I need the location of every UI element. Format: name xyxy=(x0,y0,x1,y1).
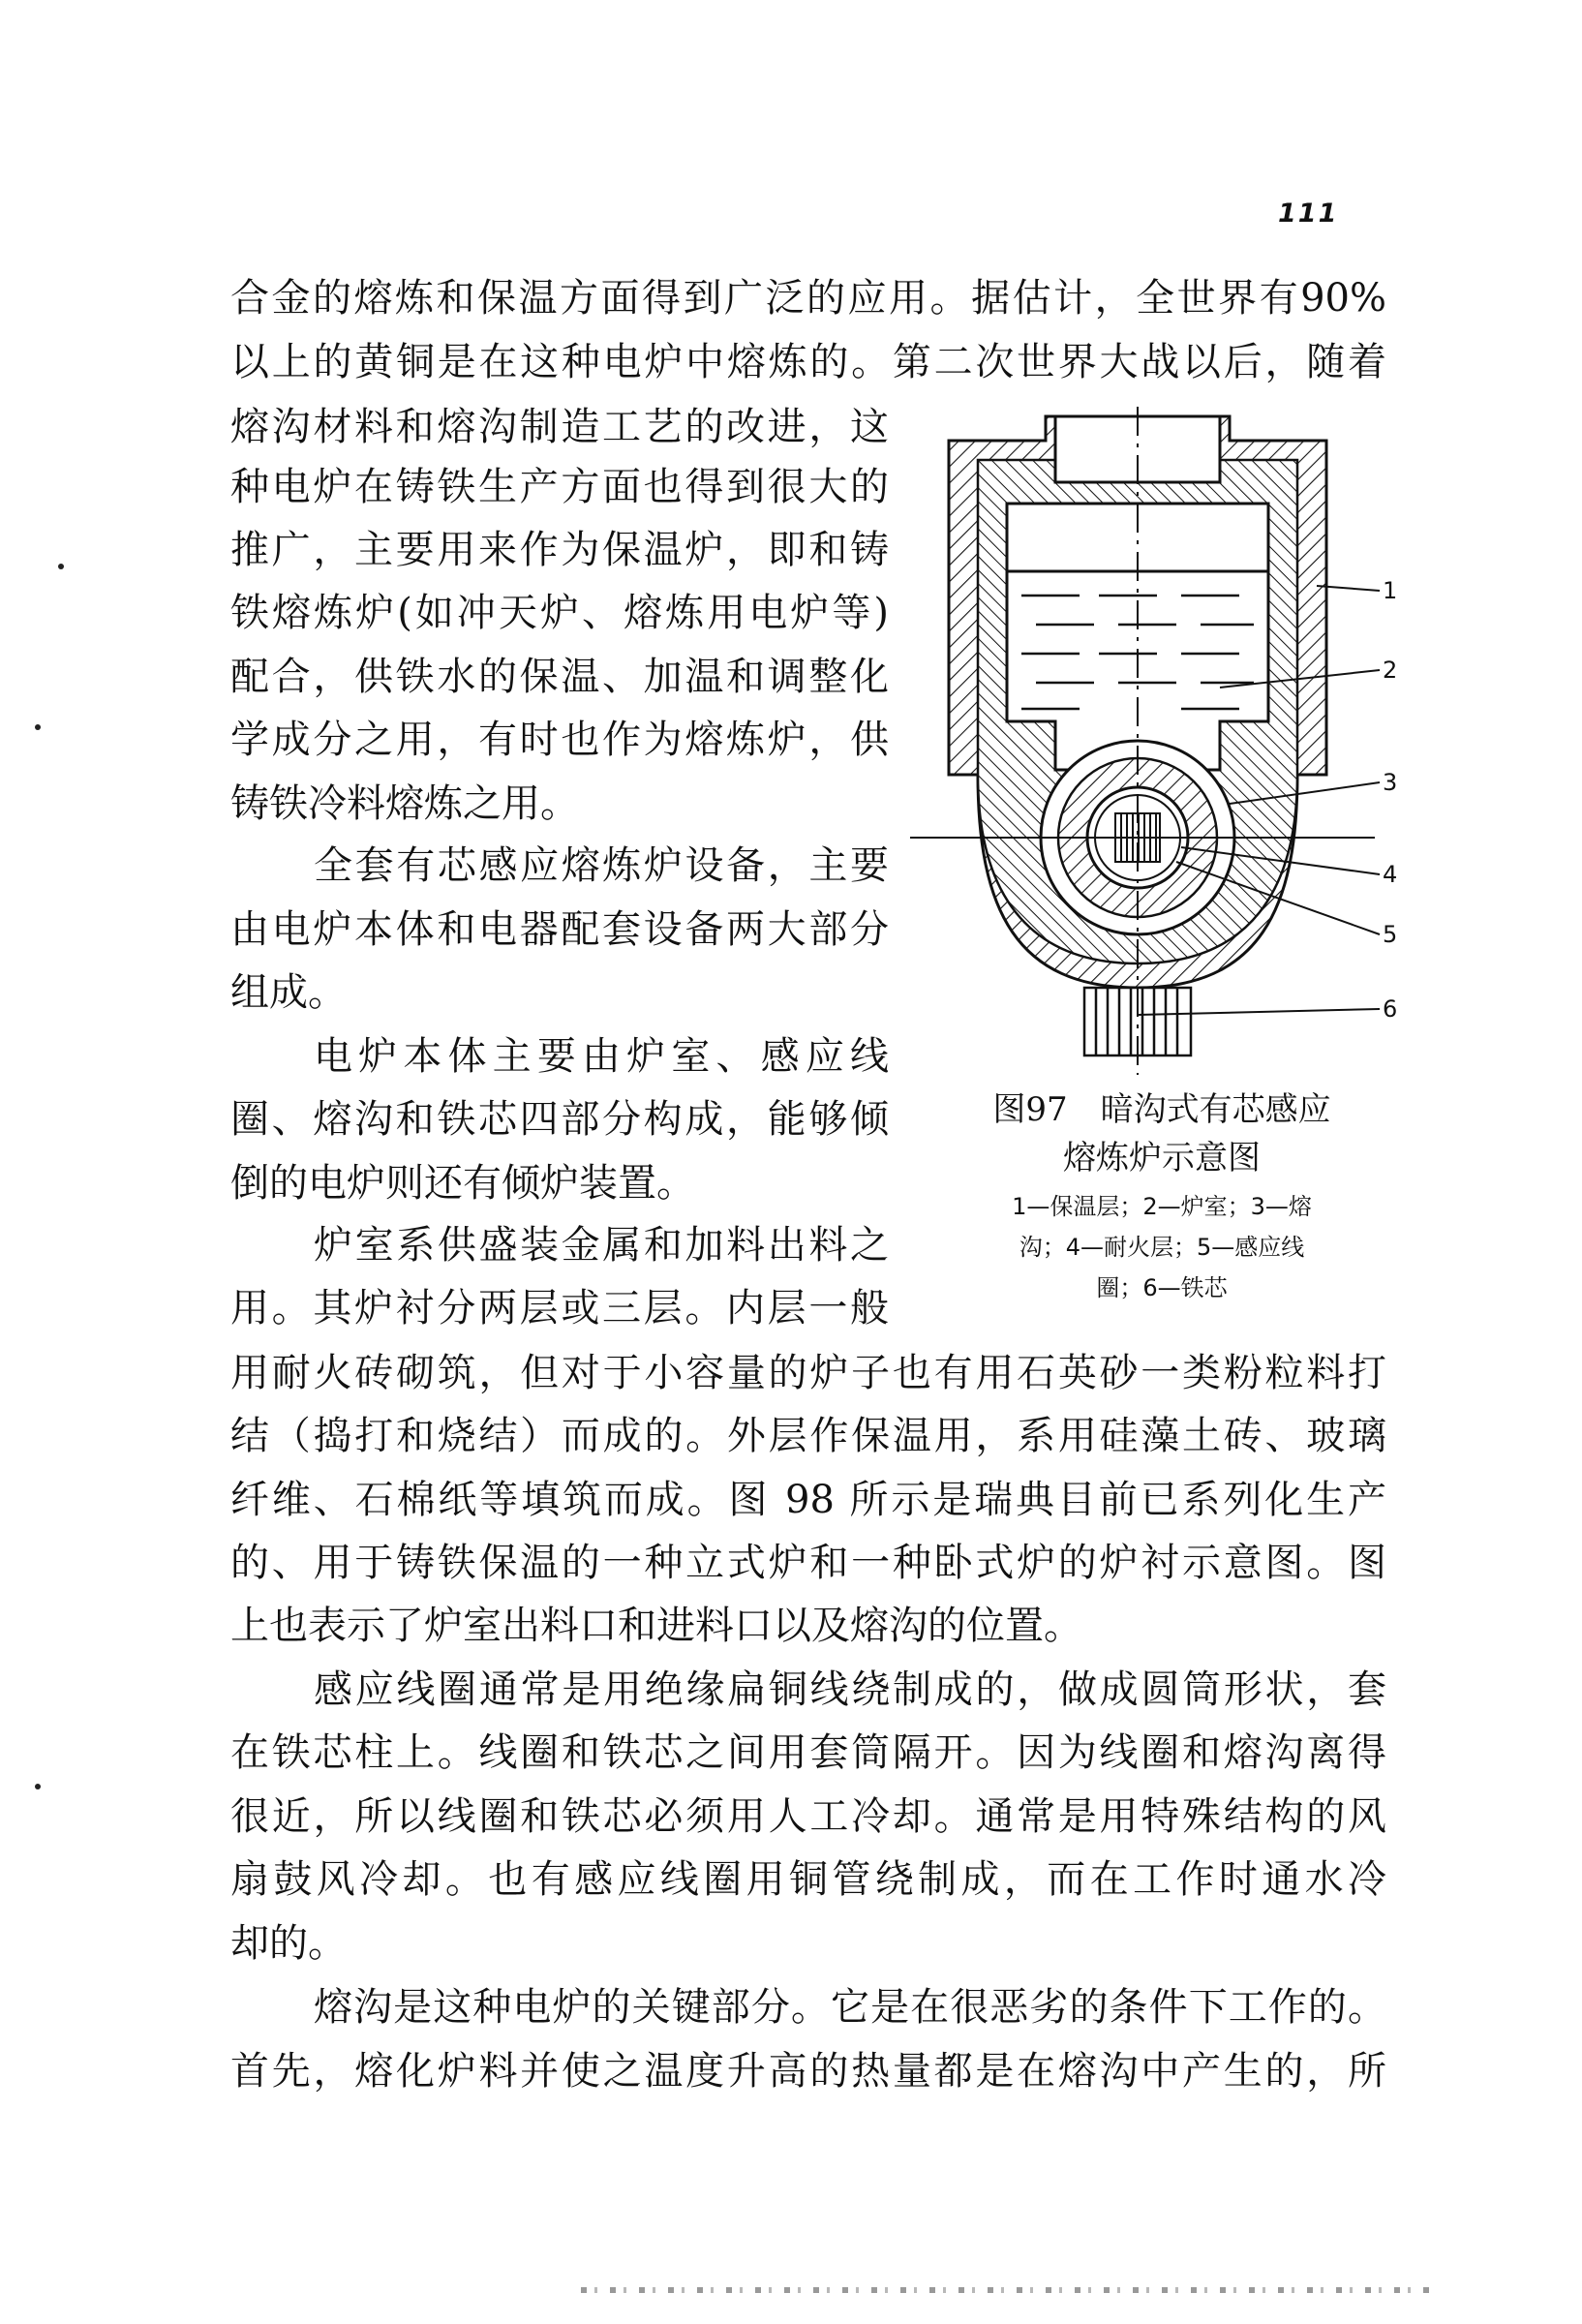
scan-edge-noise xyxy=(581,2287,1433,2293)
body-line: 合金的熔炼和保温方面得到广泛的应用。据估计，全世界有90% xyxy=(230,276,1386,321)
body-line: 的、用于铸铁保温的一种立式炉和一种卧式炉的炉衬示意图。图 xyxy=(230,1541,1386,1585)
body-line: 倒的电炉则还有倾炉装置。 xyxy=(230,1161,695,1206)
label-6: 6 xyxy=(1383,995,1398,1023)
scan-dot xyxy=(35,1784,41,1789)
figure-legend: 圈；6—铁芯 xyxy=(1096,1274,1228,1301)
body-line: 熔沟材料和熔沟制造工艺的改进，这 xyxy=(230,405,889,449)
body-line: 感应线圈通常是用绝缘扁铜线绕制成的，做成圆筒形状，套 xyxy=(314,1667,1386,1712)
body-line: 铸铁冷料熔炼之用。 xyxy=(230,781,579,826)
figure-title-line2: 熔炼炉示意图 xyxy=(1063,1139,1261,1177)
body-line: 结（捣打和烧结）而成的。外层作保温用，系用硅藻土砖、玻璃 xyxy=(230,1414,1386,1458)
label-1: 1 xyxy=(1383,577,1398,604)
body-line: 纤维、石棉纸等填筑而成。图 98 所示是瑞典目前已系列化生产 xyxy=(230,1478,1386,1522)
figure-legend: 沟；4—耐火层；5—感应线 xyxy=(1019,1234,1305,1261)
body-line: 用。其炉衬分两层或三层。内层一般 xyxy=(230,1286,889,1330)
body-line: 组成。 xyxy=(230,970,347,1015)
body-line: 扇鼓风冷却。也有感应线圈用铜管绕制成，而在工作时通水冷 xyxy=(230,1857,1386,1902)
label-3: 3 xyxy=(1383,769,1398,796)
body-line: 却的。 xyxy=(230,1921,347,1966)
body-line: 推广，主要用来作为保温炉，即和铸 xyxy=(230,528,889,572)
body-line: 用耐火砖砌筑，但对于小容量的炉子也有用石英砂一类粉粒料打 xyxy=(230,1351,1386,1395)
page-number: 111 xyxy=(1278,199,1339,229)
furnace-diagram xyxy=(910,407,1414,1085)
body-line: 在铁芯柱上。线圈和铁芯之间用套筒隔开。因为线圈和熔沟离得 xyxy=(230,1730,1386,1775)
body-line: 电炉本体主要由炉室、感应线 xyxy=(314,1034,889,1079)
figure-legend: 1—保温层；2—炉室；3—熔 xyxy=(1012,1193,1312,1220)
body-line: 学成分之用，有时也作为熔炼炉，供 xyxy=(230,718,889,762)
body-line: 配合，供铁水的保温、加温和调整化 xyxy=(230,655,889,699)
body-line: 熔沟是这种电炉的关键部分。它是在很恶劣的条件下工作的。 xyxy=(314,1985,1386,2030)
body-line: 很近，所以线圈和铁芯必须用人工冷却。通常是用特殊结构的风 xyxy=(230,1794,1386,1839)
body-line: 铁熔炼炉(如冲天炉、熔炼用电炉等) xyxy=(230,591,889,635)
label-5: 5 xyxy=(1383,921,1398,948)
body-line: 上也表示了炉室出料口和进料口以及熔沟的位置。 xyxy=(230,1604,1082,1648)
body-line: 以上的黄铜是在这种电炉中熔炼的。第二次世界大战以后，随着 xyxy=(230,340,1386,384)
body-line: 由电炉本体和电器配套设备两大部分 xyxy=(230,907,889,952)
scan-dot xyxy=(58,564,64,569)
label-4: 4 xyxy=(1383,861,1398,888)
body-line: 炉室系供盛装金属和加料出料之 xyxy=(314,1223,889,1268)
figure-title: 图97 暗沟式有芯感应 xyxy=(992,1090,1331,1129)
body-line: 首先，熔化炉料并使之温度升高的热量都是在熔沟中产生的，所 xyxy=(230,2049,1386,2094)
label-2: 2 xyxy=(1383,657,1398,684)
body-line: 种电炉在铸铁生产方面也得到很大的 xyxy=(230,465,889,509)
scan-dot xyxy=(35,724,41,730)
body-line: 全套有芯感应熔炼炉设备，主要 xyxy=(314,843,889,888)
body-line: 圈、熔沟和铁芯四部分构成，能够倾 xyxy=(230,1097,889,1142)
